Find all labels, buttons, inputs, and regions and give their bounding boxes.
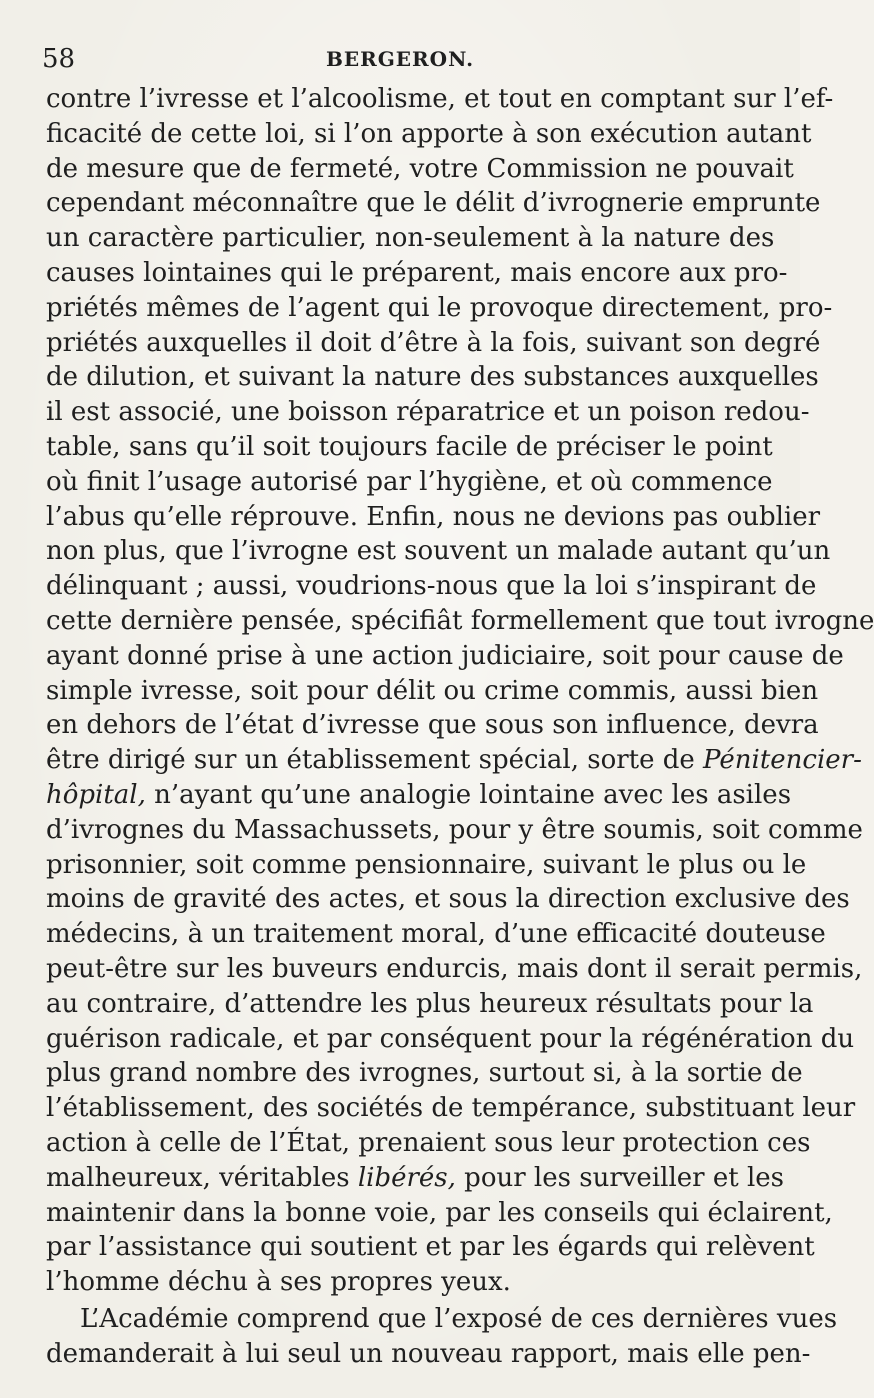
text-segment: non plus, que l’ivrogne est souvent un malade autant qu’un [46, 536, 831, 567]
paragraph [46, 82, 874, 1300]
text-line [46, 813, 863, 848]
text-segment: simple ivresse, soit pour délit ou crime commis, aussi bien [46, 675, 819, 706]
text-line [46, 848, 807, 883]
text-segment: malheureux, véritables [46, 1162, 358, 1193]
text-segment: n’ayant qu’une analogie lointaine avec les asiles [145, 779, 792, 810]
text-line [46, 291, 833, 326]
text-segment: par l’assistance qui soutient et par les égards qui relèvent [46, 1232, 815, 1263]
text-segment: pour les surveiller et les [455, 1162, 784, 1193]
text-segment: où finit l’usage autorisé par l’hygiène, et où commence [46, 466, 773, 497]
text-line [46, 500, 821, 535]
text-line [46, 395, 810, 430]
text-segment: de mesure que de fermeté, votre Commission ne pouvait [46, 153, 794, 184]
text-line [46, 987, 814, 1022]
text-segment: l’établissement, des sociétés de tempérance, substituant leur [46, 1093, 856, 1124]
text-segment: médecins, à un traitement moral, d’une efficacité douteuse [46, 919, 826, 950]
text-line [46, 1022, 855, 1057]
text-segment: il est associé, une boisson réparatrice et un poison redou- [46, 397, 810, 428]
paragraph [46, 1302, 838, 1372]
text-segment: table, sans qu’il soit toujours facile de préciser le point [46, 431, 773, 462]
text-line [46, 326, 821, 361]
text-segment: cependant méconnaître que le délit d’ivrognerie emprunte [46, 188, 821, 219]
text-segment: moins de gravité des actes, et sous la direction exclusive des [46, 884, 850, 915]
text-line [46, 1126, 811, 1161]
italic-text: libérés, [357, 1162, 456, 1193]
text-line [46, 186, 821, 221]
text-line [46, 778, 792, 813]
text-segment: en dehors de l’état d’ivresse que sous son influence, devra [46, 710, 819, 741]
text-line [46, 465, 773, 500]
text-line [46, 1161, 784, 1196]
text-line [46, 1056, 803, 1091]
text-segment: ayant donné prise à une action judiciaire, soit pour cause de [46, 640, 844, 671]
text-segment: d’ivrognes du Massachussets, pour y être soumis, soit comme [46, 814, 863, 845]
text-segment: cette dernière pensée, spécifiât formellement que tout ivrogne [46, 605, 874, 636]
text-segment: un caractère particulier, non-seulement à la nature des [46, 223, 775, 254]
text-segment: priétés mêmes de l’agent qui le provoque directement, pro- [46, 292, 833, 323]
text-line [46, 534, 831, 569]
text-line [46, 639, 844, 674]
text-line [46, 117, 812, 152]
text-segment: causes lointaines qui le préparent, mais encore aux pro- [46, 257, 788, 288]
page-number: 58 [42, 44, 76, 74]
text-line [46, 674, 819, 709]
text-segment: peut-être sur les buveurs endurcis, mais dont il serait permis, [46, 953, 863, 984]
text-line [46, 1265, 762, 1300]
text-line [46, 256, 788, 291]
text-line [46, 1196, 833, 1231]
text-segment: L’Académie comprend que l’exposé de ces dernières vues [80, 1303, 838, 1334]
text-segment: l’abus qu’elle réprouve. Enfin, nous ne devions pas oublier [46, 501, 821, 532]
italic-text: Pénitencier- [703, 745, 862, 776]
text-segment: l’homme déchu à ses propres yeux. [46, 1267, 511, 1298]
text-segment: être dirigé sur un établissement spécial, sorte de [46, 745, 704, 776]
text-line [46, 743, 862, 778]
text-line [46, 1302, 838, 1337]
text-line [46, 917, 826, 952]
text-segment: action à celle de l’État, prenaient sous leur protection ces [46, 1127, 811, 1158]
text-segment: contre l’ivresse et l’alcoolisme, et tout en comptant sur l’ef- [46, 84, 834, 114]
text-segment: prisonnier, soit comme pensionnaire, suivant le plus ou le [46, 849, 807, 880]
text-segment: plus grand nombre des ivrognes, surtout si, à la sortie de [46, 1058, 803, 1089]
text-line [46, 569, 817, 604]
text-line [46, 604, 874, 639]
body-text [46, 82, 874, 1371]
italic-text: hôpital, [46, 779, 146, 810]
text-line [46, 882, 850, 917]
text-segment: ficacité de cette loi, si l’on apporte à son exécution autant [46, 118, 812, 149]
text-line [46, 1230, 815, 1265]
text-line [46, 1091, 856, 1126]
text-segment: de dilution, et suivant la nature des substances auxquelles [46, 362, 819, 393]
text-segment: guérison radicale, et par conséquent pour la régénération du [46, 1023, 855, 1054]
text-line [46, 360, 819, 395]
text-line [46, 430, 773, 465]
text-segment: délinquant ; aussi, voudrions-nous que la loi s’inspirant de [46, 571, 817, 602]
text-line [46, 1337, 811, 1372]
text-segment: maintenir dans la bonne voie, par les conseils qui éclairent, [46, 1197, 833, 1228]
text-segment: priétés auxquelles il doit d’être à la fois, suivant son degré [46, 327, 821, 358]
text-segment: demanderait à lui seul un nouveau rapport, mais elle pen- [46, 1338, 811, 1369]
text-segment: au contraire, d’attendre les plus heureux résultats pour la [46, 988, 814, 1019]
text-line [46, 952, 863, 987]
text-line [46, 82, 834, 117]
text-line [46, 708, 819, 743]
text-line [46, 221, 775, 256]
text-line [46, 152, 794, 187]
running-title: BERGERON. [325, 47, 475, 71]
